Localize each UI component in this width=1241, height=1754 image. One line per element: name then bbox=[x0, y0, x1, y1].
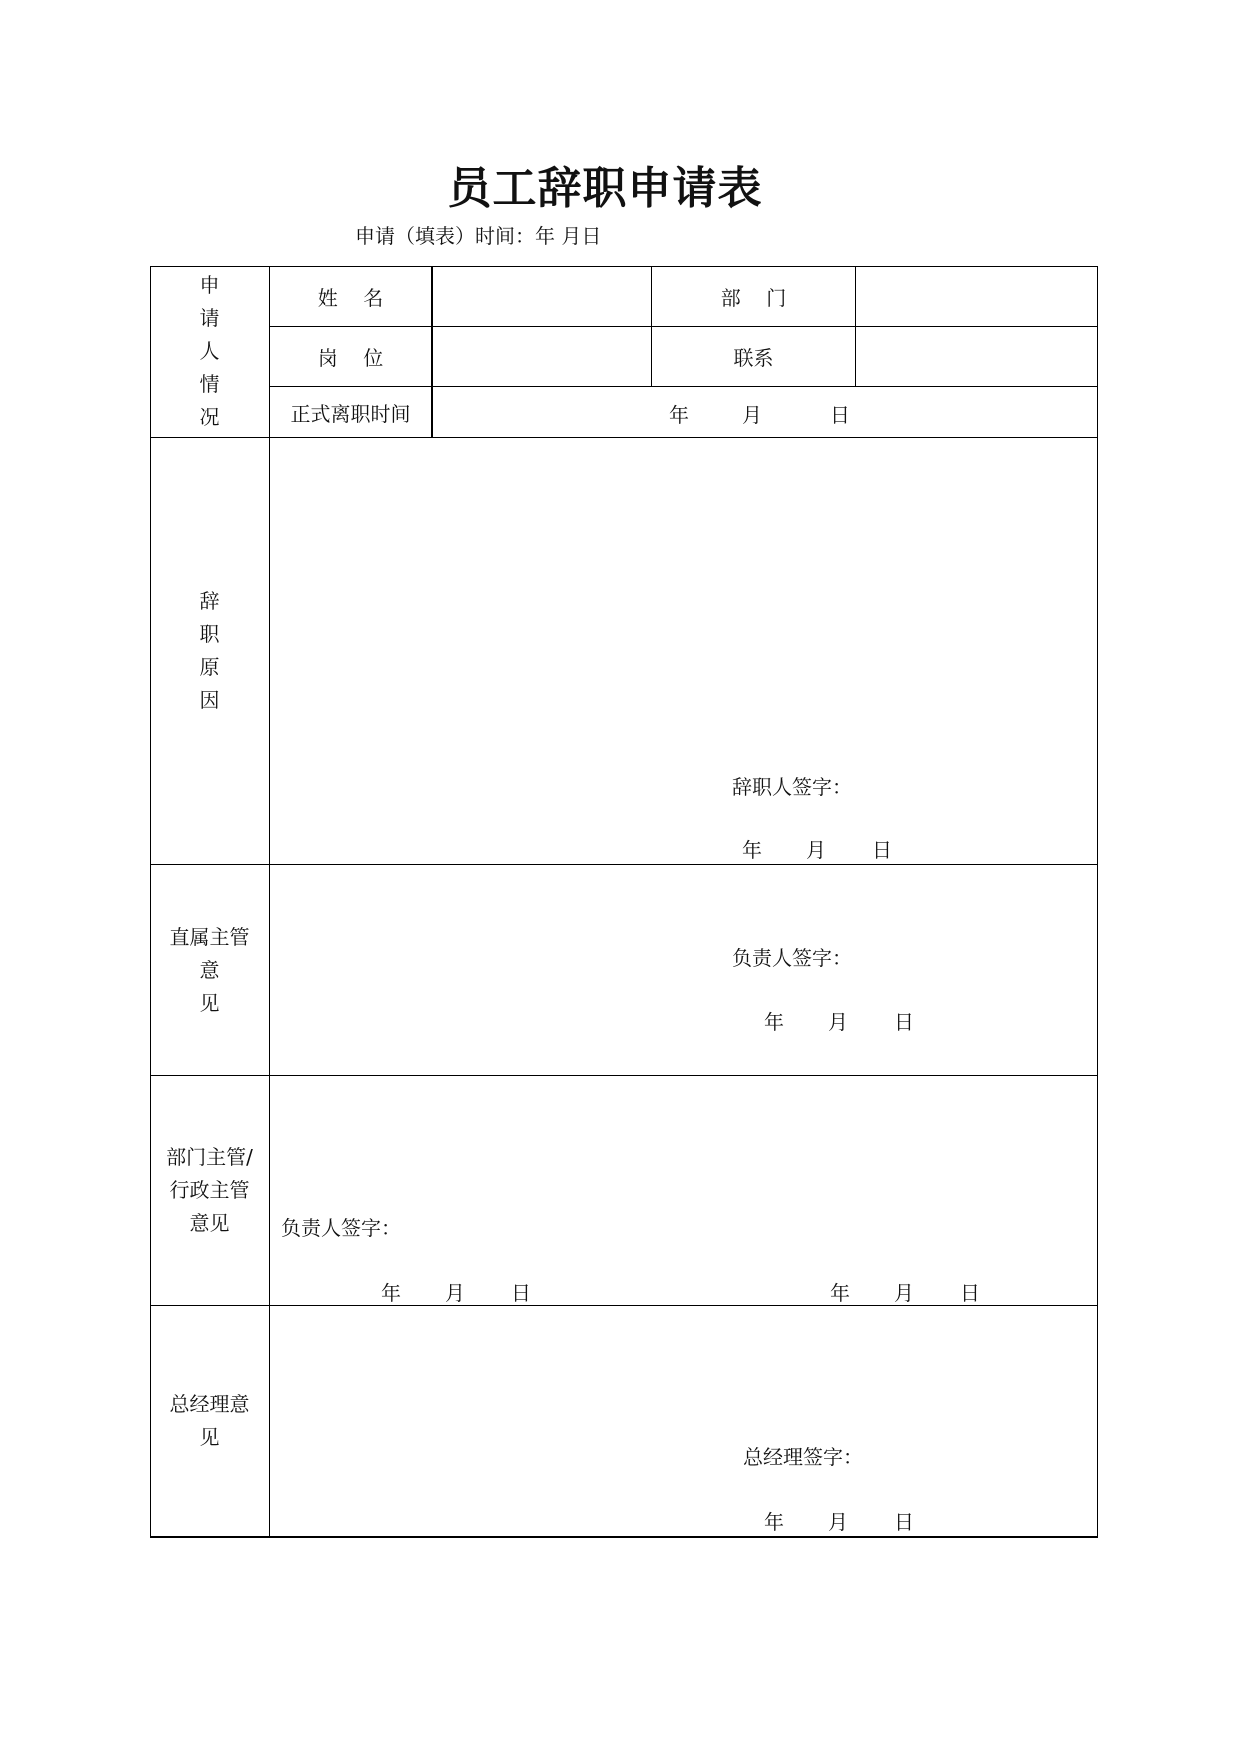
form-title: 员工辞职申请表 bbox=[447, 163, 763, 214]
department-label: 部 门 bbox=[720, 285, 787, 310]
supervisor-date[interactable]: 年 月 日 bbox=[764, 1010, 914, 1034]
general-manager-signature-label: 总经理签字： bbox=[743, 1445, 863, 1469]
department-field[interactable] bbox=[856, 267, 1097, 326]
name-field[interactable] bbox=[433, 267, 651, 326]
application-date-line: 申请（填表）时间：年 月日 bbox=[355, 224, 602, 248]
contact-field[interactable] bbox=[856, 327, 1097, 386]
position-field[interactable] bbox=[433, 327, 651, 386]
supervisor-signature-label: 负责人签字： bbox=[732, 946, 852, 970]
reason-section-label: 辞 职 原 因 bbox=[199, 589, 220, 712]
department-supervisor-section-label: 部门主管/ 行政主管 意见 bbox=[166, 1145, 253, 1235]
general-manager-date[interactable]: 年 月 日 bbox=[764, 1510, 914, 1534]
reason-text-area[interactable] bbox=[270, 438, 1097, 738]
reason-date[interactable]: 年 月 日 bbox=[742, 838, 892, 862]
general-manager-section-label: 总经理意 见 bbox=[169, 1392, 250, 1449]
leave-date-field[interactable]: 年 月 日 bbox=[669, 403, 850, 427]
resigner-signature-label: 辞职人签字： bbox=[732, 775, 852, 799]
leave-date-label: 正式离职时间 bbox=[290, 401, 411, 426]
position-label: 岗 位 bbox=[317, 346, 384, 370]
name-label: 姓 名 bbox=[317, 285, 384, 310]
department-signature-label: 负责人签字： bbox=[281, 1216, 401, 1240]
department-date-right[interactable]: 年 月 日 bbox=[830, 1281, 980, 1305]
applicant-section-label: 申 请 人 情 况 bbox=[199, 273, 220, 429]
contact-label: 联系 bbox=[733, 346, 774, 370]
supervisor-section-label: 直属主管 意 见 bbox=[169, 924, 250, 1015]
department-date-left[interactable]: 年 月 日 bbox=[381, 1281, 531, 1305]
